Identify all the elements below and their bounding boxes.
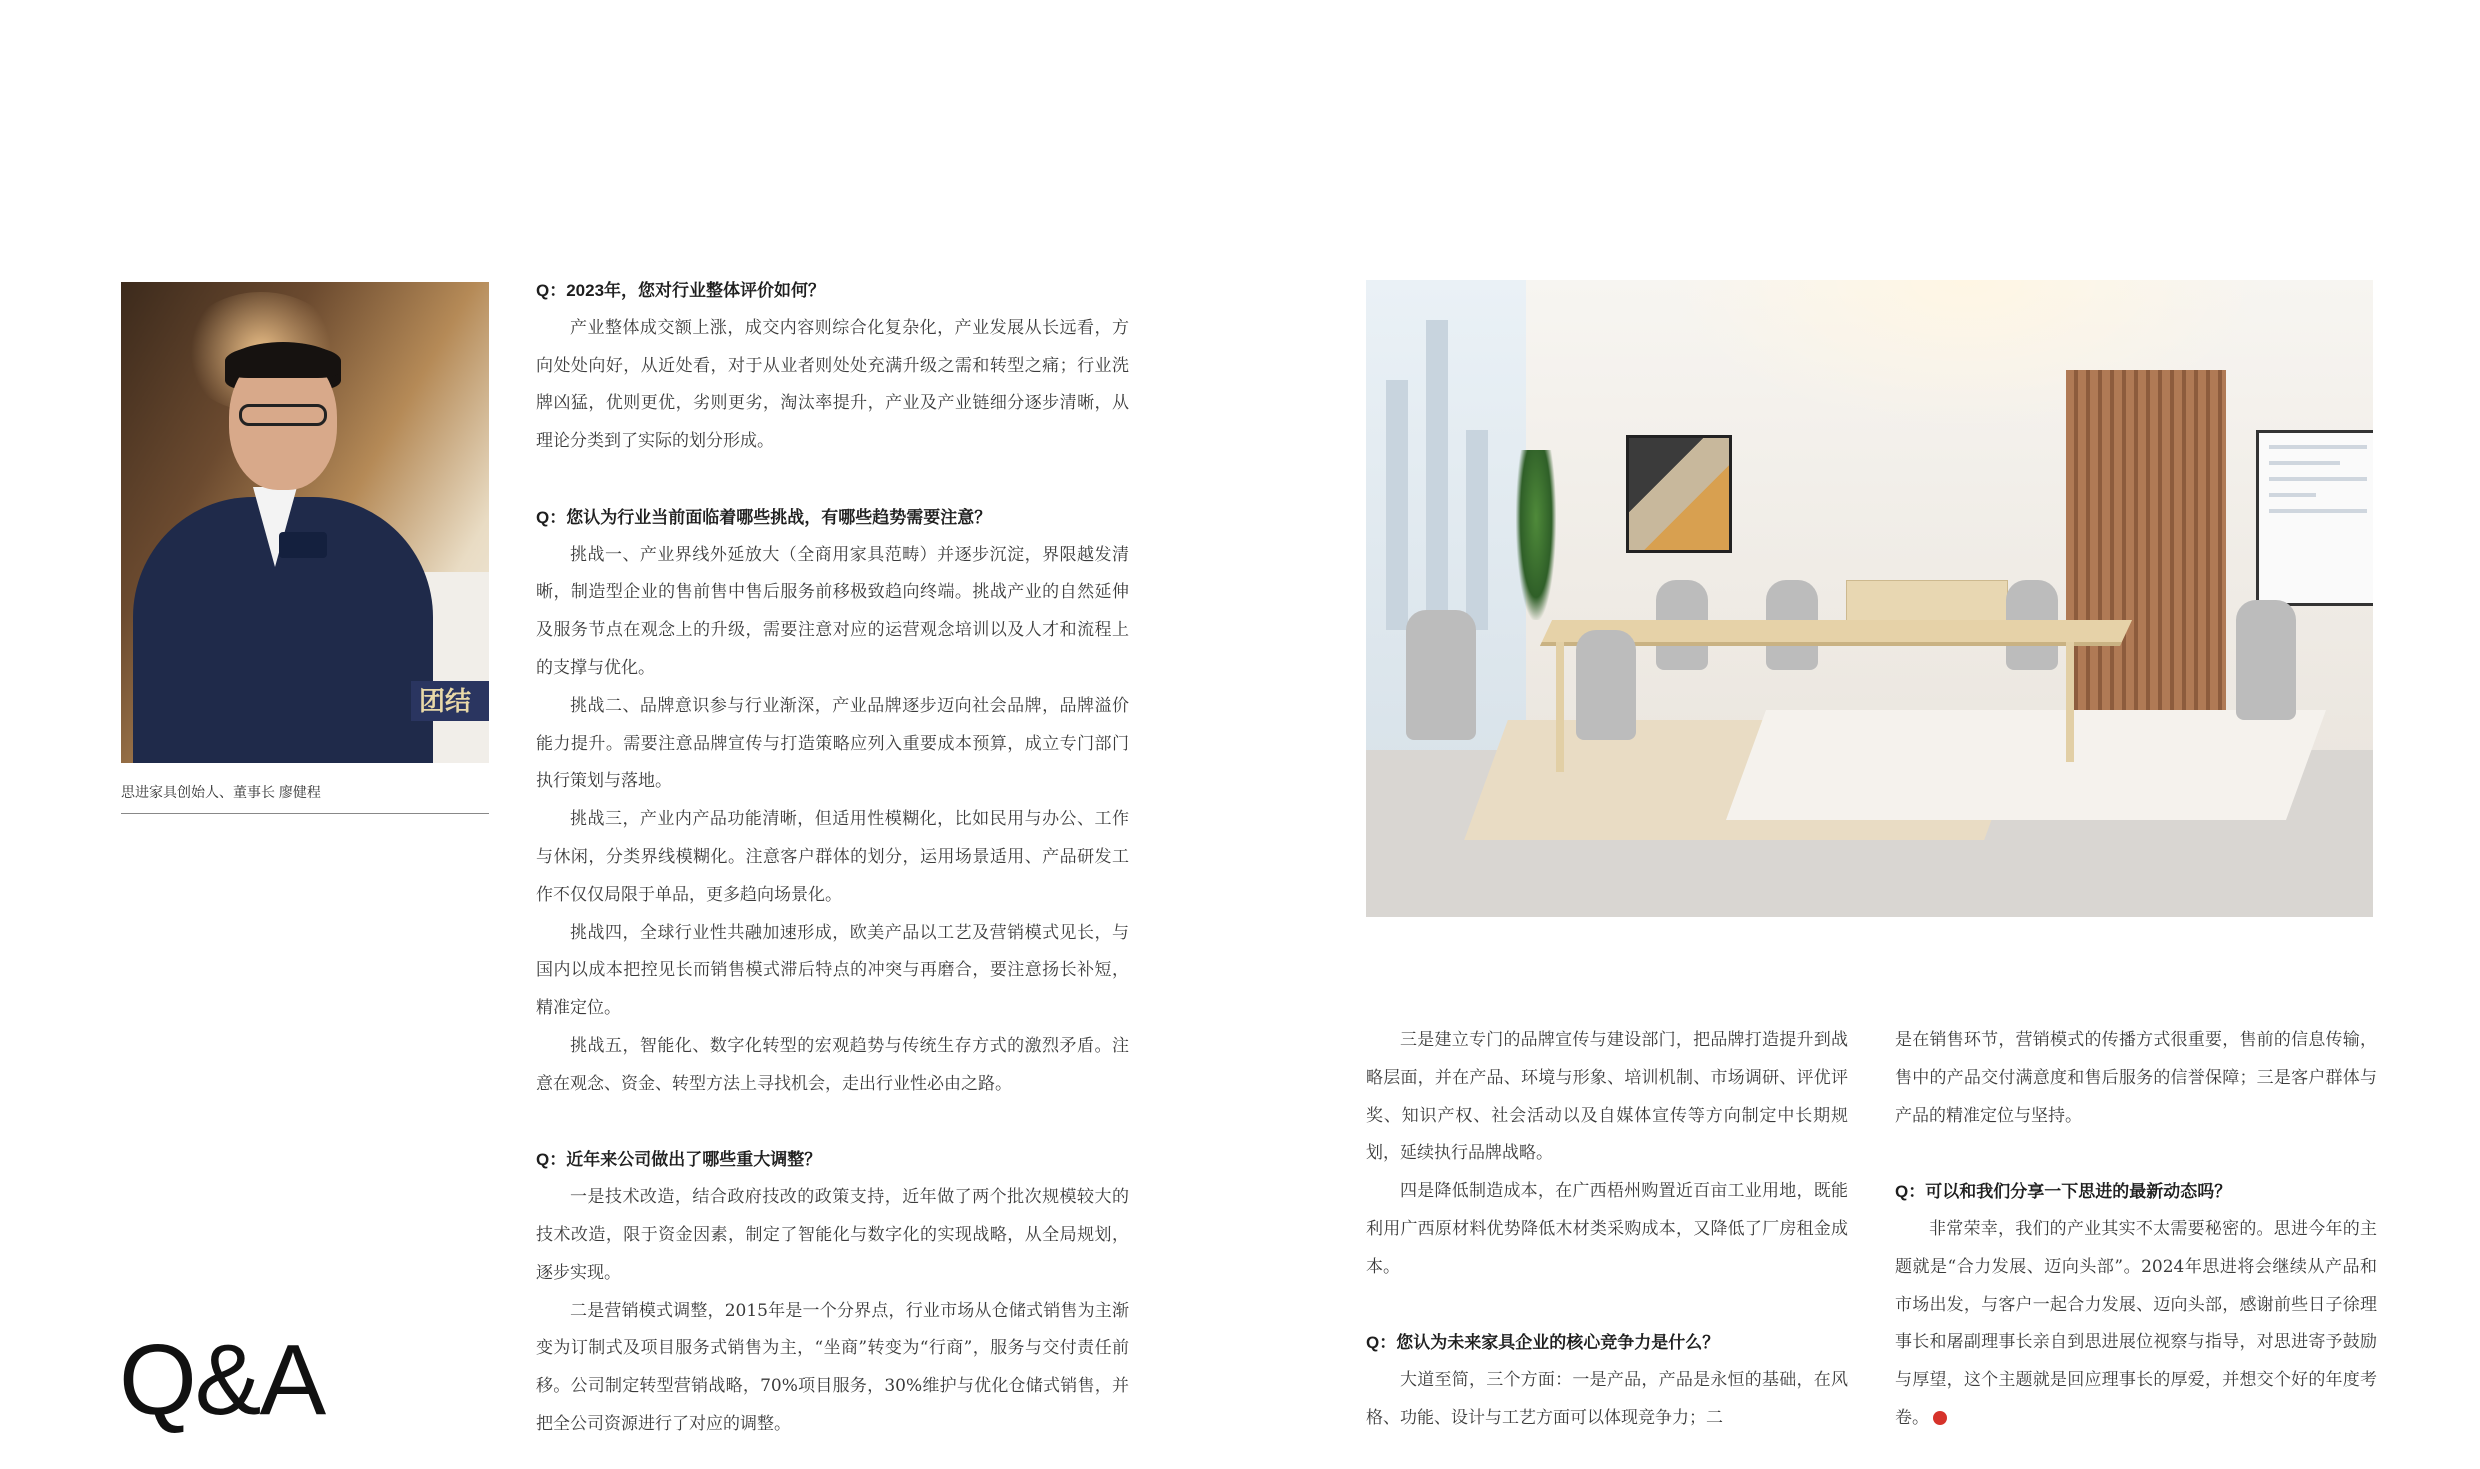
spacer: [1895, 1135, 2377, 1173]
text-column-2: [1366, 1022, 1848, 1438]
answer-paragraph: 一是技术改造，结合政府技改的政策支持，近年做了两个批次规模较大的技术改造，限于资金因素，制定了智能化与数字化的实现战略，从全局规划，逐步实现。: [536, 1187, 1129, 1283]
backdrop-text: 团结: [411, 681, 489, 721]
question-heading: Q：可以和我们分享一下思进的最新动态吗？: [1895, 1182, 2232, 1202]
section-title: Q&A: [119, 1324, 325, 1436]
spacer: [536, 461, 1129, 499]
question-heading: Q：2023年，您对行业整体评价如何？: [536, 281, 826, 300]
answer-paragraph: 产业整体成交额上涨，成交内容则综合化复杂化，产业发展从长远看，方向处处向好，从近处看，对于从业者则处处充满升级之需和转型之痛；行业洗牌凶猛，优则更优，劣则更劣，淘汰率提升，产业及产业链细分逐步清晰，从理论分类到了实际的划分形成。: [536, 317, 1129, 452]
caption-divider: [121, 813, 489, 814]
question-heading: Q：近年来公司做出了哪些重大调整？: [536, 1150, 822, 1170]
answer-paragraph: 大道至简，三个方面：一是产品，产品是永恒的基础，在风格、功能、设计与工艺方面可以体现竞争力；二: [1366, 1370, 1848, 1428]
photo-caption: 思进家具创始人、董事长 廖健程: [121, 784, 321, 800]
answer-paragraph: 挑战三，产业内产品功能清晰，但适用性模糊化，比如民用与办公、工作与休闲，分类界线模糊化。注意客户群体的划分，运用场景适用、产品研发工作不仅仅局限于单品，更多趋向场景化。: [536, 809, 1129, 905]
answer-paragraph: 非常荣幸，我们的产业其实不太需要秘密的。思进今年的主题就是“合力发展、迈向头部”。2024年思进将会继续从产品和市场出发，与客户一起合力发展、迈向头部，感谢前些日子徐理事长和屠副理事长亲自到思进展位视察与指导，对思进寄予鼓励与厚望，这个主题就是回应理事长的厚爱，并想交个好的年度考卷。 C: [1895, 1218, 2377, 1428]
answer-paragraph: 挑战二、品牌意识参与行业渐深，产业品牌逐步迈向社会品牌，品牌溢价能力提升。需要注意品牌宣传与打造策略应列入重要成本预算，成立专门部门执行策划与落地。: [536, 695, 1129, 792]
answer-paragraph: 三是建立专门的品牌宣传与建设部门，把品牌打造提升到战略层面，并在产品、环境与形象、培训机制、市场调研、评优评奖、知识产权、社会活动以及自媒体宣传等方向制定中长期规划，延续执行品牌战略。: [1366, 1030, 1848, 1164]
text-column-1: [536, 272, 1129, 1444]
question-heading: Q：您认为未来家具企业的核心竞争力是什么？: [1366, 1333, 1720, 1353]
text-column-3: [1895, 1022, 2377, 1438]
question-heading: Q：您认为行业当前面临着哪些挑战，有哪些趋势需要注意？: [536, 507, 992, 527]
office-room-photo: [1366, 280, 2373, 917]
answer-paragraph: 挑战五，智能化、数字化转型的宏观趋势与传统生存方式的激烈矛盾。注意在观念、资金、转型方法上寻找机会，走出行业性必由之路。: [536, 1035, 1129, 1094]
answer-paragraph: 四是降低制造成本，在广西梧州购置近百亩工业用地，既能利用广西原材料优势降低木材类采购成本，又降低了厂房租金成本。: [1366, 1181, 1848, 1277]
answer-paragraph: 挑战四，全球行业性共融加速形成，欧美产品以工艺及营销模式见长，与国内以成本把控见长而销售模式滞后特点的冲突与再磨合，要注意扬长补短，精准定位。: [536, 922, 1129, 1019]
answer-paragraph: 是在销售环节，营销模式的传播方式很重要，售前的信息传输，售中的产品交付满意度和售后服务的信誉保障；三是客户群体与产品的精准定位与坚持。: [1895, 1030, 2377, 1126]
spacer: [1366, 1287, 1848, 1325]
spacer: [536, 1104, 1129, 1142]
portrait-photo: [121, 282, 489, 763]
answer-paragraph: 二是营销模式调整，2015年是一个分界点，行业市场从仓储式销售为主渐变为订制式及项目服务式销售为主，“坐商”转变为“行商”，服务与交付责任前移。公司制定转型营销战略，70%项目服务，30%维护与优化仓储式销售，并把全公司资源进行了对应的调整。: [536, 1300, 1129, 1434]
end-mark-icon: C: [1933, 1411, 1947, 1425]
answer-paragraph: 挑战一、产业界线外延放大（全商用家具范畴）并逐步沉淀，界限越发清晰，制造型企业的售前售中售后服务前移极致趋向终端。挑战产业的自然延伸及服务节点在观念上的升级，需要注意对应的运营观念培训以及人才和流程上的支撑与优化。: [536, 544, 1129, 678]
